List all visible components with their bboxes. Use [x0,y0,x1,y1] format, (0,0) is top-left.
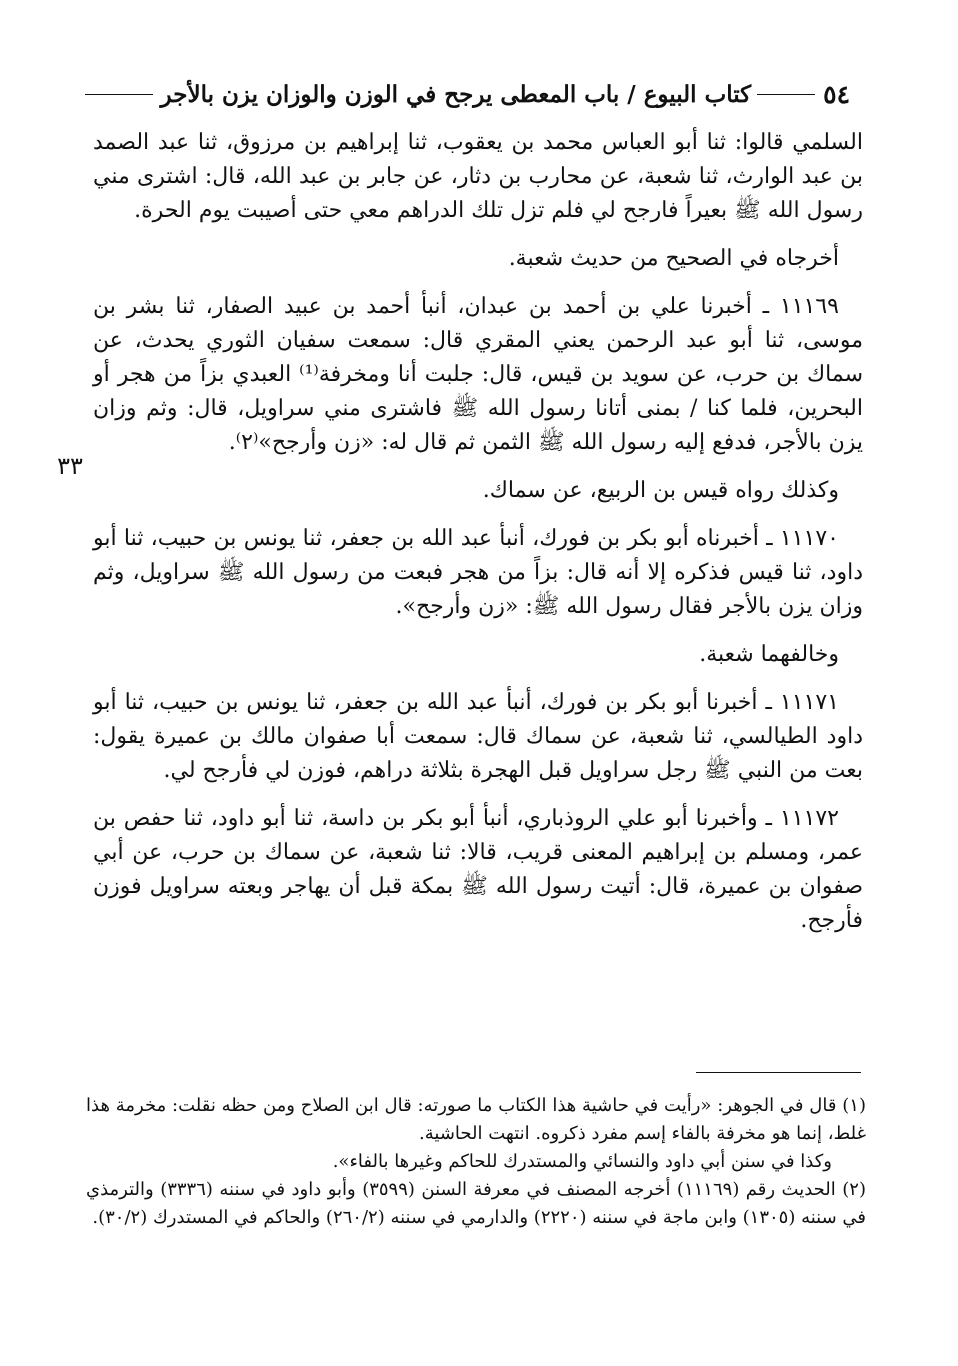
footnote-continuation: وكذا في سنن أبي داود والنسائي والمستدرك للحاكم وغيرها بالفاء». [332,1151,832,1172]
footnotes [86,1092,866,1232]
paragraph: وكذلك رواه قيس بن الربيع، عن سماك. [482,478,839,503]
footnote-separator [696,1072,861,1073]
paragraph: ١١١٧٢ ـ وأخبرنا أبو علي الروذباري، أنبأ أبو بكر بن داسة، ثنا أبو داود، ثنا حفص بن عمر، ومسلم بن إبراهيم المعنى قريب، قالا: ثنا شعبة، عن سماك بن حرب، عن أبي صفوان بن عميرة، قال: أتيت رسول الله ﷺ بمكة قبل أن يهاجر وبعته سراويل فوزن فأرجح. [93,806,863,933]
margin-folio-number: ٣٣ [57,452,83,480]
footnote: (١) قال في الجوهر: «رأيت في حاشية هذا الكتاب ما صورته: قال ابن الصلاح ومن حظه نقلت: مخرمة هذا غلط، إنما هو مخرفة بالفاء إسم مفرد ذكروه. انتهت الحاشية. [86,1095,866,1144]
header-rule-short [757,94,815,95]
paragraph: وخالفهما شعبة. [699,642,839,667]
main-text [93,126,863,952]
paragraph: ١١١٦٩ ـ أخبرنا علي بن أحمد بن عبدان، أنبأ أحمد بن عبيد الصفار، ثنا بشر بن موسى، ثنا أبو عبد الرحمن يعني المقري قال: سمعت سفيان الثوري يحدث، عن سماك بن حرب، عن سويد بن قيس، قال: جلبت أنا ومخرفة⁽¹⁾ العبدي بزاً من هجر أو البحرين، فلما كنا / بمنى أتانا رسول الله ﷺ فاشترى مني سراويل، قال: وثم وزان يزن بالأجر، فدفع إليه رسول الله ﷺ الثمن ثم قال له: «زن وأرجح»⁽٢⁾. [93,294,864,455]
paragraph: ١١١٧١ ـ أخبرنا أبو بكر بن فورك، أنبأ عبد الله بن جعفر، ثنا يونس بن حبيب، ثنا أبو داود الطيالسي، ثنا شعبة، عن سماك قال: سمعت أبا صفوان مالك بن عميرة يقول: بعت من النبي ﷺ رجل سراويل قبل الهجرة بثلاثة دراهم، فوزن لي فأرجح لي. [93,690,863,783]
header-title: كتاب البيوع / باب المعطى يرجح في الوزن والوزان يزن بالأجر [160,80,752,108]
footnote: (٢) الحديث رقم (١١١٦٩) أخرجه المصنف في معرفة السنن (٣٥٩٩) وأبو داود في سننه (٣٣٣٦) والترمذي في سننه (١٣٠٥) وابن ماجة في سننه (٢٢٢٠) والدارمي في سننه (٢٦٠/٢) والحاكم في المستدرك (٣٠/٢). [86,1179,866,1228]
paragraph: ١١١٧٠ ـ أخبرناه أبو بكر بن فورك، أنبأ عبد الله بن جعفر، ثنا يونس بن حبيب، ثنا أبو داود، ثنا قيس فذكره إلا أنه قال: بزاً من هجر فبعت من رسول الله ﷺ سراويل، وثم وزان يزن بالأجر فقال رسول الله ﷺ: «زن وأرجح». [93,526,863,619]
running-header [85,72,850,116]
paragraph: أخرجاه في الصحيح من حديث شعبة. [508,246,839,271]
paragraph: السلمي قالوا: ثنا أبو العباس محمد بن يعقوب، ثنا إبراهيم بن مرزوق، ثنا عبد الصمد بن عبد الوارث، ثنا شعبة، عن محارب بن دثار، عن جابر بن عبد الله، قال: اشترى مني رسول الله ﷺ بعيراً فارجح لي فلم تزل تلك الدراهم معي حتى أصيبت يوم الحرة. [93,130,863,223]
page-number: ٥٤ [823,79,850,109]
header-rule-long [85,94,153,95]
